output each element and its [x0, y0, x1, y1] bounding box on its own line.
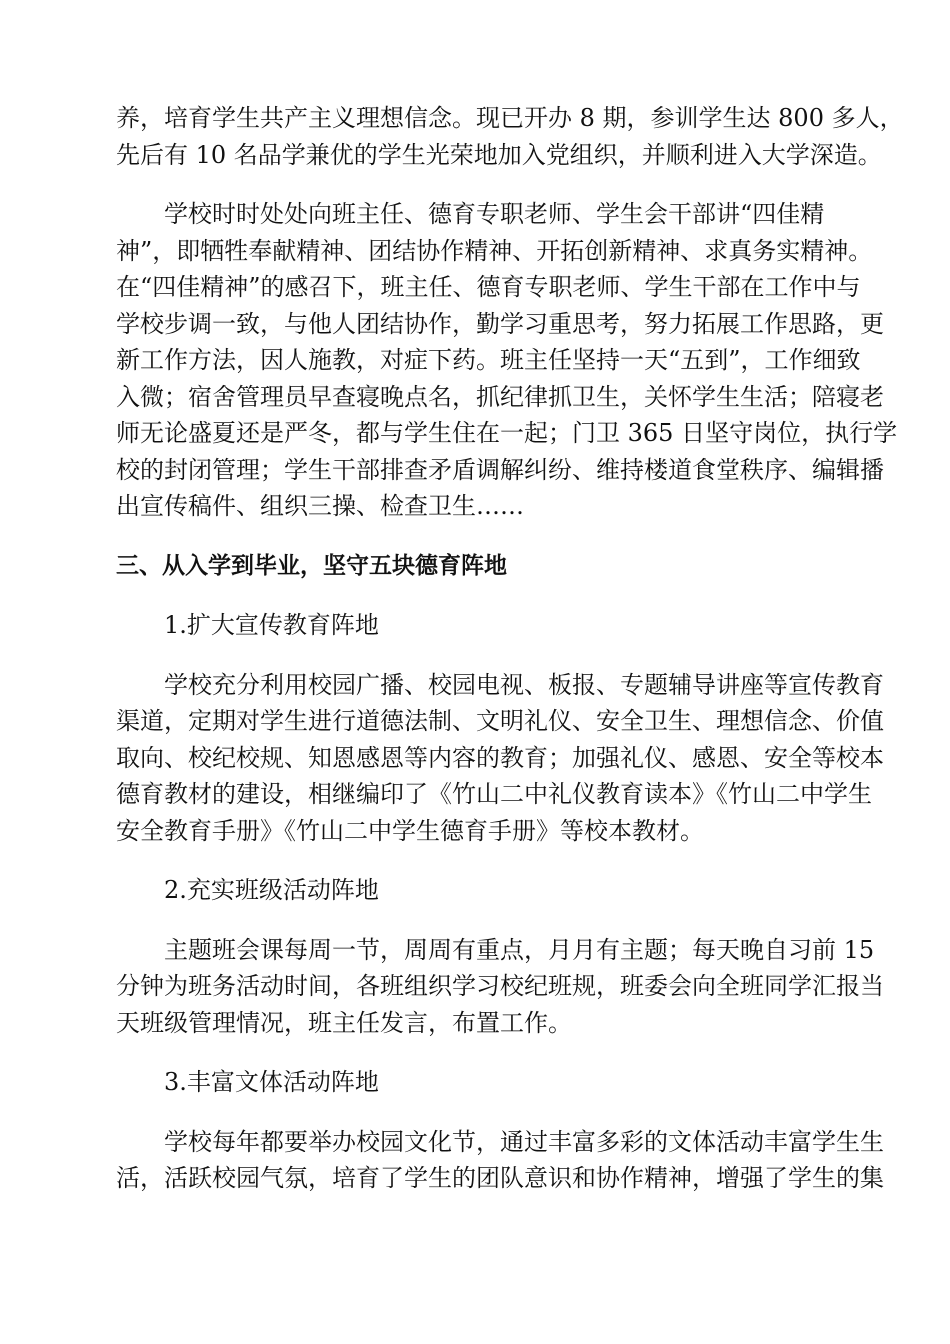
text-line: 神”，即牺牲奉献精神、团结协作精神、开拓创新精神、求真务实精神。: [116, 236, 873, 265]
text-line: 主题班会课每周一节，周周有重点，月月有主题；每天晚自习前 15: [164, 935, 875, 964]
subheading-3: 3.丰富文体活动阵地: [164, 1068, 379, 1096]
paragraph-p5: [116, 1124, 884, 1197]
text-line: 学校每年都要举办校园文化节，通过丰富多彩的文体活动丰富学生生: [164, 1127, 884, 1156]
text-line: 入微；宿舍管理员早查寝晚点名，抓纪律抓卫生，关怀学生生活；陪寝老: [116, 382, 884, 411]
text-line: 师无论盛夏还是严冬，都与学生住在一起；门卫 365 日坚守岗位，执行学: [116, 419, 898, 447]
text-line: 学校充分利用校园广播、校园电视、板报、专题辅导讲座等宣传教育: [164, 670, 884, 699]
paragraph-p1: [116, 100, 904, 173]
text-line: 校的封闭管理；学生干部排查矛盾调解纠纷、维持楼道食堂秩序、编辑播: [116, 455, 884, 484]
text-line: 分钟为班务活动时间，各班组织学习校纪班规，班委会向全班同学汇报当: [116, 972, 884, 1000]
text-line: 养，培育学生共产主义理想信念。现已开办 8 期，参训学生达 800 多人，: [116, 104, 904, 132]
text-line: 德育教材的建设，相继编印了《竹山二中礼仪教育读本》《竹山二中学生: [116, 780, 872, 808]
document-page: [116, 100, 904, 1197]
text-line: 取向、校纪校规、知恩感恩等内容的教育；加强礼仪、感恩、安全等校本: [116, 743, 884, 772]
text-line: 出宣传稿件、组织三操、检查卫生……: [116, 492, 524, 520]
subheading-1: 1.扩大宣传教育阵地: [164, 611, 379, 639]
text-line: 先后有 10 名品学兼优的学生光荣地加入党组织，并顺利进入大学深造。: [116, 140, 882, 169]
text-line: 新工作方法，因人施教，对症下药。班主任坚持一天“五到”，工作细致: [116, 346, 861, 374]
text-line: 活，活跃校园气氛，培育了学生的团队意识和协作精神，增强了学生的集: [116, 1164, 884, 1192]
text-line: 在“四佳精神”的感召下，班主任、德育专职老师、学生干部在工作中与: [116, 273, 861, 301]
paragraph-p2: [116, 196, 898, 525]
paragraph-p3: [116, 667, 884, 850]
text-line: 渠道，定期对学生进行道德法制、文明礼仪、安全卫生、理想信念、价值: [116, 707, 884, 735]
text-line: 学校时时处处向班主任、德育专职老师、学生会干部讲“四佳精: [164, 200, 825, 228]
subheading-2: 2.充实班级活动阵地: [164, 876, 379, 904]
text-line: 安全教育手册》《竹山二中学生德育手册》等校本教材。: [116, 816, 704, 845]
paragraph-p4: [116, 932, 884, 1042]
section-heading: 三、从入学到毕业，坚守五块德育阵地: [116, 552, 507, 579]
text-line: 学校步调一致，与他人团结协作，勤学习重思考，努力拓展工作思路，更: [116, 309, 884, 338]
text-line: 天班级管理情况，班主任发言，布置工作。: [116, 1008, 572, 1037]
